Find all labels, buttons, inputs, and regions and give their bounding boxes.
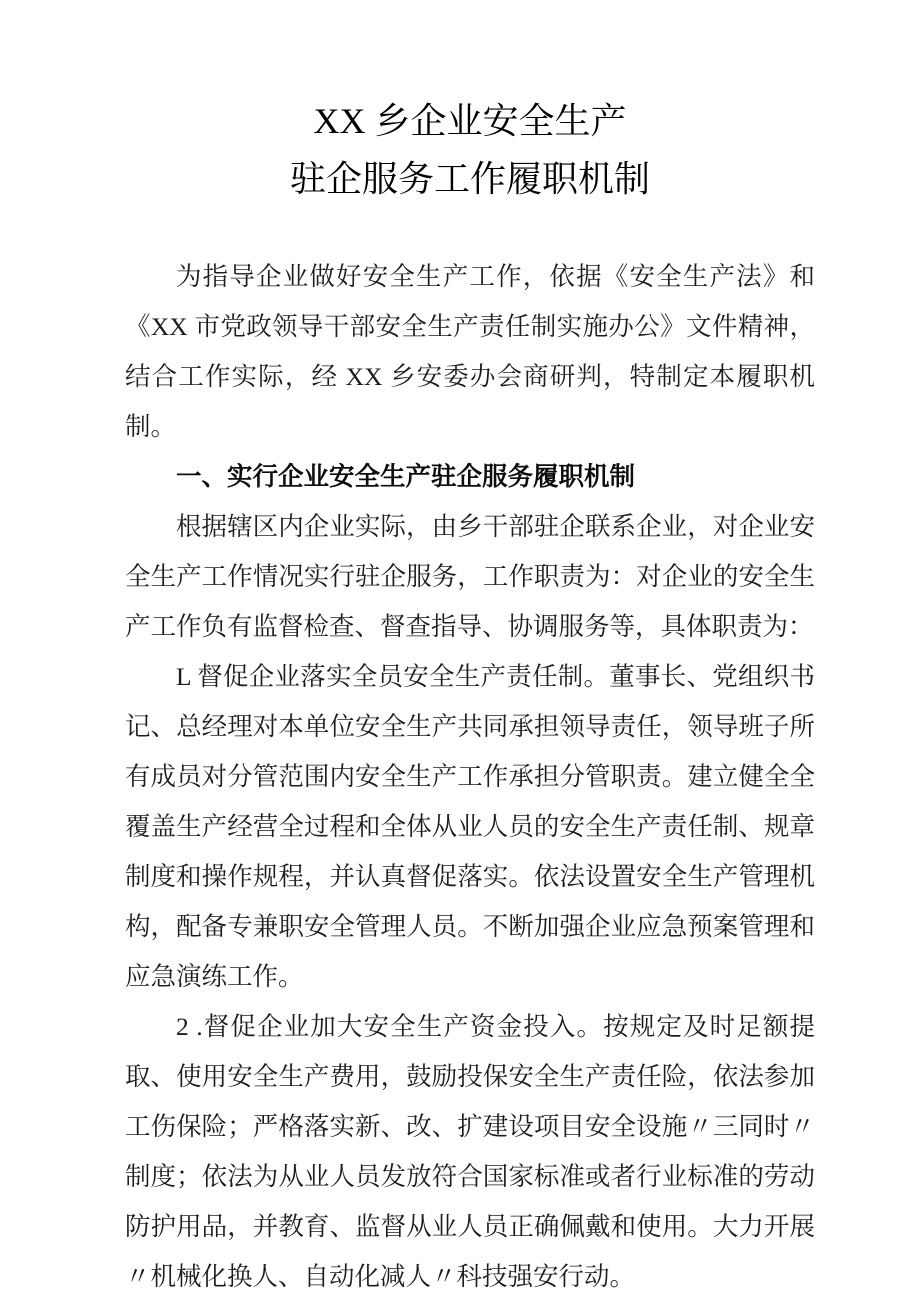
paragraph-intro: 为指导企业做好安全生产工作，依据《安全生产法》和《XX 市党政领导干部安全生产责任制实施办公》文件精神，结合工作实际，经 XX 乡安委办会商研判，特制定本履职机制。	[125, 262, 815, 441]
document-content	[125, 92, 815, 1301]
paragraph-item-2: 2 .督促企业加大安全生产资金投入。按规定及时足额提取、使用安全生产费用，鼓励投保安全生产责任险，依法参加工伤保险；严格落实新、改、扩建设项目安全设施〃三同时〃制度；依法为从业人员发放符合国家标准或者行业标准的劳动防护用品，并教育、监督从业人员正确佩戴和使用。大力开展〃机械化换人、自动化减人〃科技强安行动。	[125, 1012, 815, 1291]
paragraph-duties-overview: 根据辖区内企业实际，由乡干部驻企联系企业，对企业安全生产工作情况实行驻企服务，工作职责为：对企业的安全生产工作负有监督检查、督查指导、协调服务等，具体职责为：	[125, 512, 815, 641]
document-title	[125, 92, 815, 208]
document-title-line-1: XX 乡企业安全生产	[313, 101, 627, 141]
section-heading-1: 一、实行企业安全生产驻企服务履职机制	[176, 463, 636, 491]
paragraph-item-1: L 督促企业落实全员安全生产责任制。董事长、党组织书记、总经理对本单位安全生产共同承担领导责任，领导班子所有成员对分管范围内安全生产工作承担分管职责。建立健全全覆盖生产经营全过程和全体从业人员的安全生产责任制、规章制度和操作规程，并认真督促落实。依法设置安全生产管理机构，配备专兼职安全管理人员。不断加强企业应急预案管理和应急演练工作。	[125, 662, 815, 991]
document-title-line-2: 驻企服务工作履职机制	[289, 159, 650, 199]
